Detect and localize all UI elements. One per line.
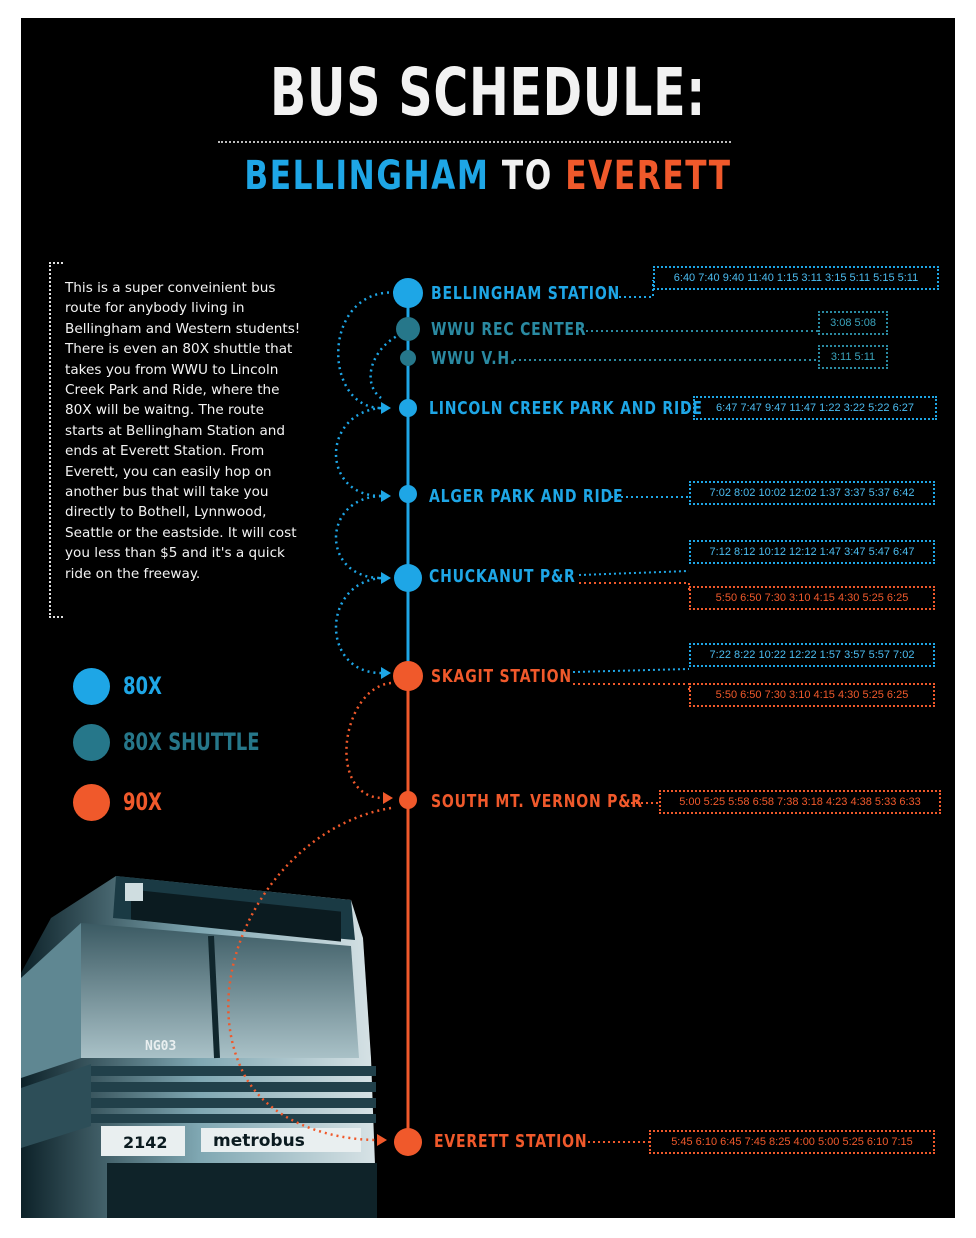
stop-label-bellingham-station: BELLINGHAM STATION [431,283,621,304]
bus-code: NG03 [145,1039,177,1054]
times-south-mt-vernon-90x: 5:00 5:25 5:58 6:58 7:38 3:18 4:23 4:38 5:33 6:33 [659,790,941,814]
legend-dot-80x-shuttle [73,724,110,761]
title-divider [218,141,731,143]
stop-dot-wwu-vh [400,350,416,366]
legend-label-80x: 80X [123,672,162,700]
stop-label-wwu-rec-center: WWU REC CENTER [431,319,587,340]
blue-connectors [336,292,401,673]
times-lincoln-80x: 6:47 7:47 9:47 11:47 1:22 3:22 5:22 6:27 [693,396,937,420]
subtitle-from: BELLINGHAM [244,153,490,199]
times-chuckanut-90x: 5:50 6:50 7:30 3:10 4:15 4:30 5:25 6:25 [689,586,935,610]
legend-label-90x: 90X [123,788,162,816]
stop-label-everett: EVERETT STATION [434,1131,588,1152]
description-box [49,262,305,618]
stop-dot-alger [399,485,417,503]
description-bracket [49,262,63,618]
description-text: This is a super conveinient bus route for anybody living in Bellingham and Western students! There is even an 80X shuttle that takes you from WWU to Lincoln Creek Park and Ride, where the 80X will be waitng. The route starts at Bellingham Station and ends at Everett Station. From Everett, you can easily hop on another bus that will take you directly to Bothell, Lynnwood, Seattle or the eastside. It will cost you less than $5 and it's a quick ride on the freeway. [65,280,301,582]
stop-dot-lincoln [399,399,417,417]
legend-dot-80x [73,668,110,705]
description-bracket-bottom [49,614,63,618]
stop-label-skagit: SKAGIT STATION [431,666,572,687]
page-title: BUS SCHEDULE: [269,54,707,131]
stop-label-chuckanut: CHUCKANUT P&R [429,566,576,587]
bus-brand: metrobus [213,1131,305,1151]
stop-dot-bellingham [393,278,423,308]
orange-arrowheads [377,792,393,1146]
times-wwu-rec-shuttle: 3:08 5:08 [818,311,888,335]
page-subtitle [124,153,853,199]
times-chuckanut-80x: 7:12 8:12 10:12 12:12 1:47 3:47 5:47 6:47 [689,540,935,564]
subtitle-to-word: TO [501,153,553,199]
legend-dot-90x [73,784,110,821]
poster [21,18,955,1218]
times-skagit-90x: 5:50 6:50 7:30 3:10 4:15 4:30 5:25 6:25 [689,683,935,707]
times-wwu-vh-shuttle: 3:11 5:11 [818,345,888,369]
times-alger-80x: 7:02 8:02 10:02 12:02 1:37 3:37 5:37 6:42 [689,481,935,505]
subtitle-to: EVERETT [565,153,732,199]
stop-dot-wwu-rec [396,317,420,341]
times-bellingham-80x: 6:40 7:40 9:40 11:40 1:15 3:11 3:15 5:11 5:15 5:11 [653,266,939,290]
times-everett-90x: 5:45 6:10 6:45 7:45 8:25 4:00 5:00 5:25 6:10 7:15 [649,1130,935,1154]
stop-label-wwu-vh: WWU V.H. [431,348,516,369]
times-skagit-80x: 7:22 8:22 10:22 12:22 1:57 3:57 5:57 7:02 [689,643,935,667]
stop-label-alger: ALGER PARK AND RIDE [429,486,624,507]
stop-dot-skagit [393,661,423,691]
stop-dot-south-mt-vernon [399,791,417,809]
stop-dot-everett [394,1128,422,1156]
bus-number: 2142 [123,1133,168,1152]
stop-label-south-mt-vernon: SOUTH MT. VERNON P&R [431,791,643,812]
bus-illustration [21,876,377,1218]
blue-arrowheads [381,402,391,679]
stop-dot-chuckanut [394,564,422,592]
legend-label-80x-shuttle: 80X SHUTTLE [123,728,260,756]
stop-label-lincoln-creek: LINCOLN CREEK PARK AND RIDE [429,398,703,419]
